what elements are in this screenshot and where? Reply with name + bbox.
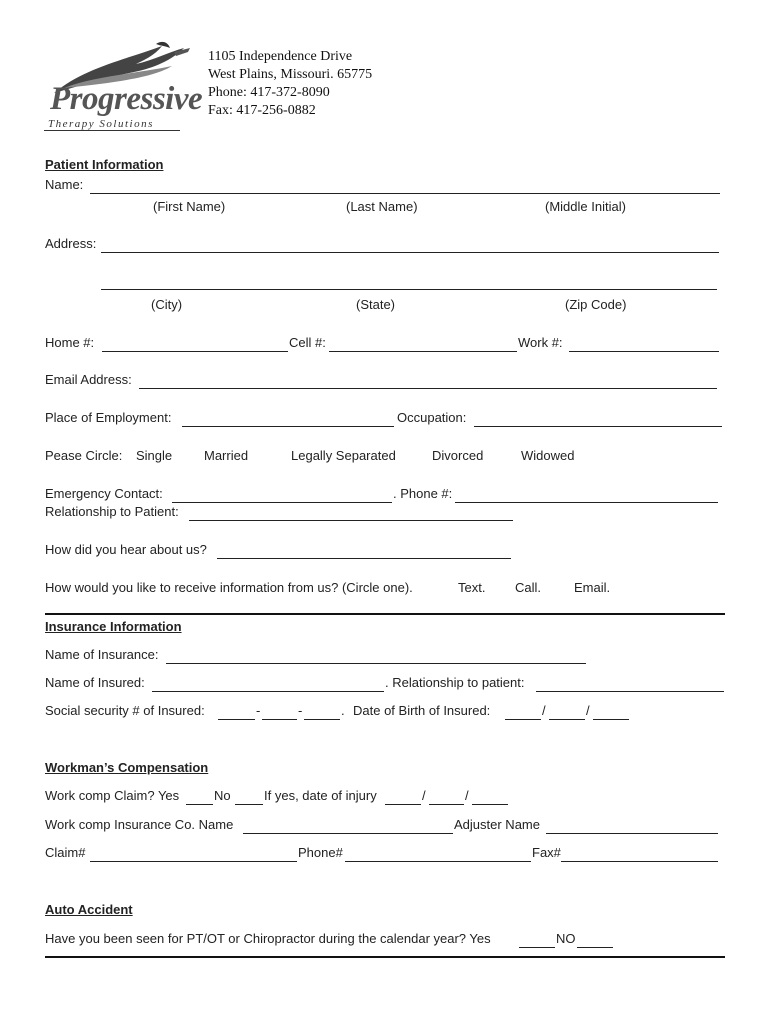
marital-circle-label: Pease Circle:: [45, 448, 123, 463]
workcomp-insurance-label: Work comp Insurance Co. Name: [45, 817, 234, 832]
work-phone-field[interactable]: [569, 335, 719, 352]
dob-separator-1: /: [542, 703, 546, 718]
section-divider: [45, 613, 725, 615]
employment-label: Place of Employment:: [45, 410, 172, 425]
logo-tagline: Therapy Solutions: [48, 118, 154, 130]
relationship-field[interactable]: [189, 504, 513, 521]
cell-phone-field[interactable]: [329, 335, 517, 352]
last-name-caption: (Last Name): [346, 199, 418, 214]
workcomp-fax-label: Fax#: [532, 845, 561, 860]
dob-label: Date of Birth of Insured:: [353, 703, 491, 718]
marital-option-divorced[interactable]: Divorced: [432, 448, 484, 463]
adjuster-name-label: Adjuster Name: [454, 817, 540, 832]
auto-yes-field[interactable]: [519, 931, 555, 948]
work-phone-label: Work #:: [518, 335, 563, 350]
ssn-end-period: .: [341, 703, 345, 718]
workcomp-insurance-field[interactable]: [243, 817, 453, 834]
relationship-label: Relationship to Patient:: [45, 504, 179, 519]
insurance-info-heading: Insurance Information: [45, 619, 182, 634]
receive-option-text[interactable]: Text.: [458, 580, 486, 595]
insured-name-field[interactable]: [152, 675, 384, 692]
zip-caption: (Zip Code): [565, 297, 627, 312]
insurance-name-label: Name of Insurance:: [45, 647, 159, 662]
employment-field[interactable]: [182, 410, 394, 427]
middle-initial-caption: (Middle Initial): [545, 199, 626, 214]
workcomp-claim-no-field[interactable]: [235, 788, 263, 805]
name-field[interactable]: [90, 177, 720, 194]
address-street: 1105 Independence Drive: [208, 49, 353, 64]
occupation-field[interactable]: [474, 410, 722, 427]
address-line2-field[interactable]: [101, 273, 717, 290]
ssn-part1-field[interactable]: [218, 703, 255, 720]
ssn-part2-field[interactable]: [262, 703, 297, 720]
auto-accident-heading: Auto Accident: [45, 902, 133, 917]
first-name-caption: (First Name): [153, 199, 226, 214]
injury-date-label: If yes, date of injury: [264, 788, 377, 803]
marital-option-single[interactable]: Single: [136, 448, 173, 463]
name-label: Name:: [45, 177, 84, 192]
address-fax: Fax: 417-256-0882: [208, 103, 316, 118]
workcomp-fax-field[interactable]: [561, 845, 718, 862]
emergency-phone-label: . Phone #:: [393, 486, 453, 501]
insured-name-label: Name of Insured:: [45, 675, 145, 690]
auto-no-field[interactable]: [577, 931, 613, 948]
ssn-label: Social security # of Insured:: [45, 703, 205, 718]
claim-number-field[interactable]: [90, 845, 297, 862]
company-logo: [44, 38, 203, 134]
insurance-name-field[interactable]: [166, 647, 586, 664]
emergency-contact-field[interactable]: [172, 486, 392, 503]
marital-option-married[interactable]: Married: [204, 448, 249, 463]
workcomp-phone-field[interactable]: [345, 845, 531, 862]
ssn-separator-2: -: [298, 703, 303, 718]
hear-about-field[interactable]: [217, 542, 511, 559]
address-city: West Plains, Missouri. 65775: [208, 67, 373, 82]
injury-year-field[interactable]: [472, 788, 508, 805]
hear-about-label: How did you hear about us?: [45, 542, 207, 557]
emergency-phone-field[interactable]: [455, 486, 718, 503]
injury-day-field[interactable]: [429, 788, 464, 805]
city-caption: (City): [151, 297, 183, 312]
logo-tagline-rule: [44, 130, 180, 131]
receive-option-email[interactable]: Email.: [574, 580, 611, 595]
insured-relationship-field[interactable]: [536, 675, 724, 692]
dob-year-field[interactable]: [593, 703, 629, 720]
dob-separator-2: /: [586, 703, 590, 718]
bottom-divider: [45, 956, 725, 958]
marital-option-legally-separated[interactable]: Legally Separated: [291, 448, 396, 463]
injury-month-field[interactable]: [385, 788, 421, 805]
address-label: Address:: [45, 236, 97, 251]
logo-wordmark: Progressive: [50, 81, 203, 117]
insured-relationship-label: . Relationship to patient:: [385, 675, 525, 690]
email-field[interactable]: [139, 372, 717, 389]
cell-phone-label: Cell #:: [289, 335, 326, 350]
ssn-part3-field[interactable]: [304, 703, 340, 720]
receive-option-call[interactable]: Call.: [515, 580, 542, 595]
dob-day-field[interactable]: [549, 703, 585, 720]
auto-question-label: Have you been seen for PT/OT or Chiropractor during the calendar year? Yes: [45, 931, 491, 946]
injury-separator-1: /: [422, 788, 426, 803]
home-phone-field[interactable]: [102, 335, 288, 352]
email-label: Email Address:: [45, 372, 132, 387]
workcomp-claim-label: Work comp Claim? Yes: [45, 788, 180, 803]
dob-month-field[interactable]: [505, 703, 541, 720]
workcomp-heading: Workman’s Compensation: [45, 760, 209, 775]
marital-option-widowed[interactable]: Widowed: [521, 448, 575, 463]
workcomp-phone-label: Phone#: [298, 845, 343, 860]
workcomp-no-label: No: [214, 788, 231, 803]
address-phone: Phone: 417-372-8090: [208, 85, 330, 100]
emergency-contact-label: Emergency Contact:: [45, 486, 163, 501]
ssn-separator-1: -: [256, 703, 261, 718]
address-line1-field[interactable]: [101, 236, 719, 253]
occupation-label: Occupation:: [397, 410, 467, 425]
receive-info-label: How would you like to receive information from us? (Circle one).: [45, 580, 413, 595]
claim-number-label: Claim#: [45, 845, 86, 860]
patient-info-heading: Patient Information: [45, 157, 164, 172]
state-caption: (State): [356, 297, 396, 312]
workcomp-claim-yes-field[interactable]: [186, 788, 213, 805]
auto-no-label: NO: [556, 931, 576, 946]
home-phone-label: Home #:: [45, 335, 95, 350]
injury-separator-2: /: [465, 788, 469, 803]
adjuster-name-field[interactable]: [546, 817, 718, 834]
